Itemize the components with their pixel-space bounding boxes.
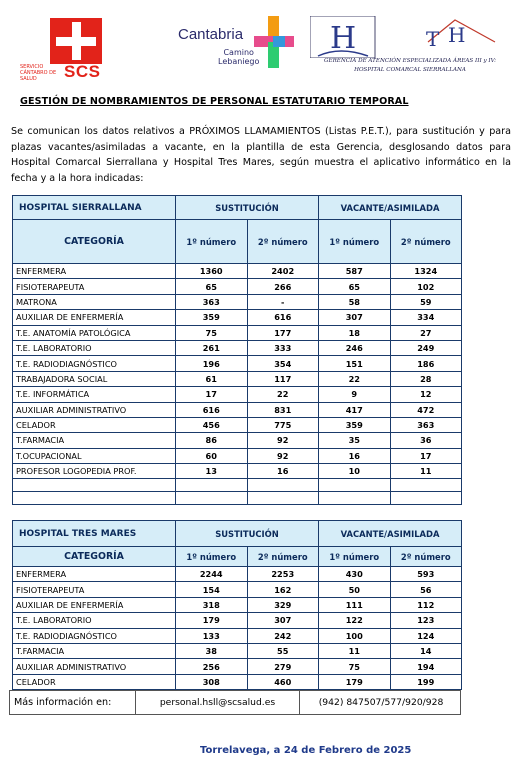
number-cell: 22 bbox=[247, 387, 319, 402]
number-cell: 56 bbox=[390, 582, 462, 597]
hospital-name: HOSPITAL SIERRALLANA bbox=[13, 196, 176, 220]
category-cell: T.OCUPACIONAL bbox=[13, 448, 176, 463]
n2-header: 2º número bbox=[247, 220, 319, 264]
number-cell: 59 bbox=[390, 294, 462, 309]
number-cell: 179 bbox=[176, 613, 248, 628]
number-cell: 111 bbox=[319, 597, 391, 612]
number-cell: 22 bbox=[319, 371, 391, 386]
number-cell: 100 bbox=[319, 628, 391, 643]
number-cell: 154 bbox=[176, 582, 248, 597]
sierrallana-table bbox=[12, 195, 462, 505]
hospital-line-1: GERENCIA DE ATENCIÓN ESPECIALIZADA ÁREAS III y IV: bbox=[324, 58, 496, 64]
number-cell: 60 bbox=[176, 448, 248, 463]
empty-cell bbox=[13, 492, 176, 505]
number-cell: 179 bbox=[319, 674, 391, 689]
number-cell: 75 bbox=[319, 659, 391, 674]
header-logos bbox=[0, 14, 523, 84]
number-cell: 196 bbox=[176, 356, 248, 371]
hospital-logo bbox=[310, 16, 510, 78]
table-row bbox=[13, 294, 462, 309]
spacer-row bbox=[13, 479, 462, 492]
table-row bbox=[13, 464, 462, 479]
category-cell: TRABAJADORA SOCIAL bbox=[13, 371, 176, 386]
number-cell: 256 bbox=[176, 659, 248, 674]
number-cell: 14 bbox=[390, 643, 462, 658]
number-cell: 65 bbox=[319, 279, 391, 294]
document-date: Torrelavega, a 24 de Febrero de 2025 bbox=[200, 745, 412, 756]
number-cell: 249 bbox=[390, 340, 462, 355]
number-cell: 65 bbox=[176, 279, 248, 294]
number-cell: 359 bbox=[176, 310, 248, 325]
number-cell: 9 bbox=[319, 387, 391, 402]
n1-header: 1º número bbox=[319, 220, 391, 264]
number-cell: 194 bbox=[390, 659, 462, 674]
info-label: Más información en: bbox=[10, 691, 136, 714]
number-cell: 456 bbox=[176, 417, 248, 432]
number-cell: 334 bbox=[390, 310, 462, 325]
table-row bbox=[13, 613, 462, 628]
category-cell: CELADOR bbox=[13, 417, 176, 432]
table-row bbox=[13, 264, 462, 279]
number-cell: 363 bbox=[390, 417, 462, 432]
number-cell: 460 bbox=[247, 674, 319, 689]
category-cell: T.E. LABORATORIO bbox=[13, 613, 176, 628]
number-cell: 55 bbox=[247, 643, 319, 658]
category-cell: FISIOTERAPEUTA bbox=[13, 582, 176, 597]
number-cell: 831 bbox=[247, 402, 319, 417]
cantabria-cross-icon bbox=[254, 16, 294, 72]
number-cell: 162 bbox=[247, 582, 319, 597]
contact-info bbox=[9, 690, 461, 715]
number-cell: 177 bbox=[247, 325, 319, 340]
number-cell: 112 bbox=[390, 597, 462, 612]
number-cell: 2402 bbox=[247, 264, 319, 279]
empty-cell bbox=[176, 492, 248, 505]
category-cell: AUXILIAR ADMINISTRATIVO bbox=[13, 402, 176, 417]
number-cell: 13 bbox=[176, 464, 248, 479]
table-row bbox=[13, 448, 462, 463]
category-cell: CELADOR bbox=[13, 674, 176, 689]
table-row bbox=[13, 325, 462, 340]
number-cell: 16 bbox=[319, 448, 391, 463]
table-row bbox=[13, 659, 462, 674]
number-cell: 266 bbox=[247, 279, 319, 294]
number-cell: 775 bbox=[247, 417, 319, 432]
number-cell: 92 bbox=[247, 448, 319, 463]
number-cell: 472 bbox=[390, 402, 462, 417]
number-cell: 329 bbox=[247, 597, 319, 612]
number-cell: 58 bbox=[319, 294, 391, 309]
category-cell: AUXILIAR DE ENFERMERÍA bbox=[13, 310, 176, 325]
table-row bbox=[13, 643, 462, 658]
sustitucion-header: SUSTITUCIÓN bbox=[176, 196, 319, 220]
number-cell: 86 bbox=[176, 433, 248, 448]
info-email[interactable]: personal.hsll@scsalud.es bbox=[136, 691, 300, 714]
number-cell: 2244 bbox=[176, 567, 248, 582]
number-cell: 616 bbox=[176, 402, 248, 417]
n2-header: 2º número bbox=[247, 547, 319, 567]
number-cell: 242 bbox=[247, 628, 319, 643]
category-cell: T.E. ANATOMÍA PATOLÓGICA bbox=[13, 325, 176, 340]
category-cell: T.E. RADIODIAGNÓSTICO bbox=[13, 356, 176, 371]
table-row bbox=[13, 279, 462, 294]
vacante-header: VACANTE/ASIMILADA bbox=[319, 521, 462, 547]
number-cell: 133 bbox=[176, 628, 248, 643]
number-cell: 17 bbox=[176, 387, 248, 402]
number-cell: 186 bbox=[390, 356, 462, 371]
page-title: GESTIÓN DE NOMBRAMIENTOS DE PERSONAL ESTATUTARIO TEMPORAL bbox=[20, 96, 409, 107]
number-cell: 417 bbox=[319, 402, 391, 417]
svg-text:H: H bbox=[330, 21, 357, 56]
number-cell: 261 bbox=[176, 340, 248, 355]
number-cell: 17 bbox=[390, 448, 462, 463]
category-cell: T.FARMACIA bbox=[13, 643, 176, 658]
number-cell: 1324 bbox=[390, 264, 462, 279]
number-cell: 616 bbox=[247, 310, 319, 325]
category-cell: AUXILIAR ADMINISTRATIVO bbox=[13, 659, 176, 674]
number-cell: 307 bbox=[247, 613, 319, 628]
number-cell: 1360 bbox=[176, 264, 248, 279]
number-cell: 593 bbox=[390, 567, 462, 582]
scs-tagline: SERVICIO CÁNTABRO DE SALUD bbox=[20, 64, 57, 82]
table-row bbox=[13, 387, 462, 402]
category-cell: T.E. RADIODIAGNÓSTICO bbox=[13, 628, 176, 643]
svg-text:T: T bbox=[426, 27, 440, 51]
number-cell: - bbox=[247, 294, 319, 309]
number-cell: 11 bbox=[319, 643, 391, 658]
number-cell: 279 bbox=[247, 659, 319, 674]
empty-cell bbox=[319, 479, 391, 492]
category-cell: T.FARMACIA bbox=[13, 433, 176, 448]
number-cell: 12 bbox=[390, 387, 462, 402]
info-phone: (942) 847507/577/920/928 bbox=[318, 697, 444, 708]
empty-cell bbox=[390, 492, 462, 505]
number-cell: 117 bbox=[247, 371, 319, 386]
tresmares-table bbox=[12, 520, 462, 690]
number-cell: 318 bbox=[176, 597, 248, 612]
intro-paragraph: Se comunican los datos relativos a PRÓXIMOS LLAMAMIENTOS (Listas P.E.T.), para sustitución y para plazas vacantes/asimiladas a vacante, en la plantilla de esta Gerencia, desglosando datos para Hospital Comarcal Sierrallana y Hospital Tres Mares, según muestra el aplicativo informático en la fecha y a la hora indicadas: bbox=[11, 126, 511, 184]
hospital-emblem-icon bbox=[310, 16, 510, 58]
number-cell: 92 bbox=[247, 433, 319, 448]
number-cell: 35 bbox=[319, 433, 391, 448]
empty-cell bbox=[13, 479, 176, 492]
table-row bbox=[13, 417, 462, 432]
number-cell: 307 bbox=[319, 310, 391, 325]
n2-header: 2º número bbox=[390, 547, 462, 567]
number-cell: 246 bbox=[319, 340, 391, 355]
scs-wordmark: SCS bbox=[64, 62, 101, 81]
cantabria-logo bbox=[178, 16, 296, 78]
number-cell: 122 bbox=[319, 613, 391, 628]
number-cell: 308 bbox=[176, 674, 248, 689]
n2-header: 2º número bbox=[390, 220, 462, 264]
number-cell: 359 bbox=[319, 417, 391, 432]
empty-cell bbox=[319, 492, 391, 505]
category-cell: FISIOTERAPEUTA bbox=[13, 279, 176, 294]
number-cell: 50 bbox=[319, 582, 391, 597]
cantabria-wordmark: Cantabria bbox=[178, 26, 244, 43]
number-cell: 11 bbox=[390, 464, 462, 479]
table-row bbox=[13, 582, 462, 597]
hospital-name: HOSPITAL TRES MARES bbox=[13, 521, 176, 547]
empty-cell bbox=[247, 479, 319, 492]
cantabria-subtitle: Camino Lebaniego bbox=[218, 48, 260, 66]
number-cell: 36 bbox=[390, 433, 462, 448]
n1-header: 1º número bbox=[176, 547, 248, 567]
number-cell: 123 bbox=[390, 613, 462, 628]
table-row bbox=[13, 433, 462, 448]
category-cell: T.E. INFORMÁTICA bbox=[13, 387, 176, 402]
number-cell: 75 bbox=[176, 325, 248, 340]
number-cell: 199 bbox=[390, 674, 462, 689]
svg-text:H: H bbox=[448, 23, 466, 47]
scs-logo bbox=[20, 18, 132, 80]
category-cell: AUXILIAR DE ENFERMERÍA bbox=[13, 597, 176, 612]
categoria-header: CATEGORÍA bbox=[13, 220, 176, 264]
number-cell: 151 bbox=[319, 356, 391, 371]
category-cell: ENFERMERA bbox=[13, 264, 176, 279]
number-cell: 18 bbox=[319, 325, 391, 340]
table-row bbox=[13, 628, 462, 643]
number-cell: 430 bbox=[319, 567, 391, 582]
empty-cell bbox=[247, 492, 319, 505]
hospital-line-2: HOSPITAL COMARCAL SIERRALLANA bbox=[354, 67, 466, 73]
number-cell: 27 bbox=[390, 325, 462, 340]
number-cell: 10 bbox=[319, 464, 391, 479]
sustitucion-header: SUSTITUCIÓN bbox=[176, 521, 319, 547]
category-cell: MATRONA bbox=[13, 294, 176, 309]
number-cell: 363 bbox=[176, 294, 248, 309]
n1-header: 1º número bbox=[319, 547, 391, 567]
categoria-header: CATEGORÍA bbox=[13, 547, 176, 567]
table-row bbox=[13, 371, 462, 386]
empty-cell bbox=[390, 479, 462, 492]
table-row bbox=[13, 402, 462, 417]
category-cell: ENFERMERA bbox=[13, 567, 176, 582]
category-cell: T.E. LABORATORIO bbox=[13, 340, 176, 355]
category-cell: PROFESOR LOGOPEDIA PROF. bbox=[13, 464, 176, 479]
table-row bbox=[13, 340, 462, 355]
table-row bbox=[13, 674, 462, 689]
vacante-header: VACANTE/ASIMILADA bbox=[319, 196, 462, 220]
number-cell: 354 bbox=[247, 356, 319, 371]
number-cell: 333 bbox=[247, 340, 319, 355]
n1-header: 1º número bbox=[176, 220, 248, 264]
table-row bbox=[13, 310, 462, 325]
spacer-row bbox=[13, 492, 462, 505]
number-cell: 61 bbox=[176, 371, 248, 386]
number-cell: 2253 bbox=[247, 567, 319, 582]
table-row bbox=[13, 356, 462, 371]
table-row bbox=[13, 597, 462, 612]
table-row bbox=[13, 567, 462, 582]
number-cell: 124 bbox=[390, 628, 462, 643]
number-cell: 16 bbox=[247, 464, 319, 479]
number-cell: 587 bbox=[319, 264, 391, 279]
number-cell: 38 bbox=[176, 643, 248, 658]
number-cell: 28 bbox=[390, 371, 462, 386]
number-cell: 102 bbox=[390, 279, 462, 294]
empty-cell bbox=[176, 479, 248, 492]
